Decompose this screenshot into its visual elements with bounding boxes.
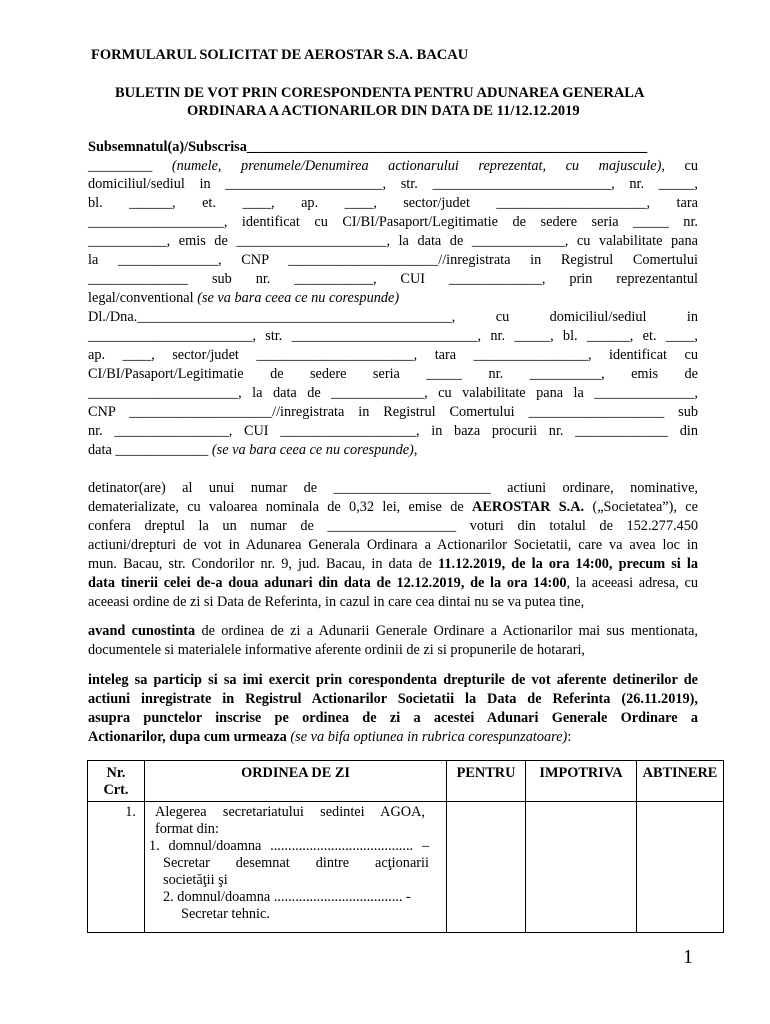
form-line: domiciliul/sediul in ______________________, str. _________________________, nr. _____, <box>88 176 698 192</box>
holder-line: confera dreptul la un numar de __________________ voturi din totalul de 152.277.450 <box>88 518 698 534</box>
form-line: Subsemnatul(a)/Subscrisa________________________________________________________ <box>88 139 648 155</box>
row-number: 1. <box>88 802 145 933</box>
table-row <box>88 802 724 933</box>
page-number: 1 <box>683 946 693 968</box>
form-line: Dl./Dna.____________________________________________, cu domiciliul/sediul in <box>88 309 698 325</box>
form-line: _________ (numele, prenumele/Denumirea actionarului reprezentat, cu majuscule), cu <box>88 158 698 174</box>
knowledge-line: documentele si materialele informative aferente ordinii de zi si propunerile de hotarari, <box>88 642 586 658</box>
vote-for-checkbox-cell[interactable] <box>447 802 526 933</box>
nr-crt-header: Nr. Crt. <box>88 761 145 802</box>
holder-line: detinator(are) al unui numar de ______________________ actiuni ordinare, nominative, <box>88 480 698 496</box>
form-line: CNP ____________________//inregistrata in Registrul Comertului ___________________ sub <box>88 404 698 420</box>
form-line: nr. ________________, CUI ___________________, in baza procurii nr. _____________ din <box>88 423 698 439</box>
company-form-line: FORMULARUL SOLICITAT DE AEROSTAR S.A. BACAU <box>91 47 469 63</box>
against-header: IMPOTRIVA <box>526 761 637 802</box>
vote-abstain-checkbox-cell[interactable] <box>637 802 724 933</box>
holder-line: aceeasi ordine de zi si Data de Referinta, in cazul in care cea dintai nu se va putea tine, <box>88 594 585 610</box>
abstain-header: ABTINERE <box>637 761 724 802</box>
form-line: _____________________, la data de _____________, cu valabilitate pana la ______________, <box>88 385 698 401</box>
form-line: CI/BI/Pasaport/Legitimatie de sedere seria _____ nr. __________, emis de <box>88 366 698 382</box>
form-line: data _____________ (se va bara ceea ce nu corespunde), <box>88 442 418 458</box>
exercise-line: asupra punctelor inscrise pe ordinea de zi a acestei Adunari Generale Ordinare a <box>88 710 698 726</box>
exercise-line: actiuni inregistrate in Registrul Actionarilor Societatii la Data de Referinta (26.11.2019), <box>88 691 698 707</box>
holder-line: data tinerii celei de-a doua adunari din data de 12.12.2019, de la ora 14:00, la aceeasi adresa, cu <box>88 575 698 591</box>
form-line: ___________________, identificat cu CI/BI/Pasaport/Legitimatie de sedere seria _____ nr. <box>88 214 698 230</box>
holder-line: mun. Bacau, str. Condorilor nr. 9, jud. Bacau, in data de 11.12.2019, de la ora 14:00, precum si la <box>88 556 698 572</box>
ballot-title-line-2: ORDINARA A ACTIONARILOR DIN DATA DE 11/12.12.2019 <box>187 103 580 119</box>
vote-against-checkbox-cell[interactable] <box>526 802 637 933</box>
form-line: legal/conventional (se va bara ceea ce nu corespunde) <box>88 290 400 306</box>
holder-line: dematerializate, cu valoarea nominala de 0,32 lei, emise de AEROSTAR S.A. („Societatea”), ce <box>88 499 698 515</box>
form-line: ap. ____, sector/judet ______________________, tara ________________, identificat cu <box>88 347 698 363</box>
holder-line: actiuni/drepturi de vot in Adunarea Generala Ordinara a Actionarilor Societatii, care va avea loc in <box>88 537 698 553</box>
ballot-title-line-1: BULETIN DE VOT PRIN CORESPONDENTA PENTRU ADUNAREA GENERALA <box>115 85 645 101</box>
exercise-line: inteleg sa particip si sa imi exercit prin corespondenta drepturile de vot aferente detinerilor de <box>88 672 698 688</box>
vote-table <box>87 760 724 933</box>
exercise-line: Actionarilor, dupa cum urmeaza (se va bifa optiunea in rubrica corespunzatoare): <box>88 729 572 745</box>
vote-table-header-row <box>88 761 724 802</box>
agenda-header: ORDINEA DE ZI <box>145 761 447 802</box>
form-line: la ______________, CNP _____________________//inregistrata in Registrul Comertului <box>88 252 698 268</box>
knowledge-line: avand cunostinta de ordinea de zi a Adunarii Generale Ordinare a Actionarilor mai sus mentionata, <box>88 623 698 639</box>
form-line: ______________ sub nr. ___________, CUI _____________, prin reprezentantul <box>88 271 698 287</box>
form-line: _______________________, str. __________________________, nr. _____, bl. ______, et. ____, <box>88 328 698 344</box>
form-line: ___________, emis de _____________________, la data de _____________, cu valabilitate pana <box>88 233 698 249</box>
for-header: PENTRU <box>447 761 526 802</box>
agenda-item: Alegerea secretariatului sedintei AGOA, format din: 1. domnul/doamna ........................................ – Secretar desemnat dintre acţionarii societăţii şi 2. domnul/doamna .................................... - Secretar tehnic. <box>145 802 447 933</box>
meeting-date: 11.12.2019, de la ora 14:00, precum si la <box>438 556 698 572</box>
company-name: AEROSTAR S.A. <box>472 499 585 515</box>
form-line: bl. ______, et. ____, ap. ____, sector/judet _____________________, tara <box>88 195 698 211</box>
second-meeting-date: data tinerii celei de-a doua adunari din data de 12.12.2019, de la ora 14:00 <box>88 575 567 591</box>
